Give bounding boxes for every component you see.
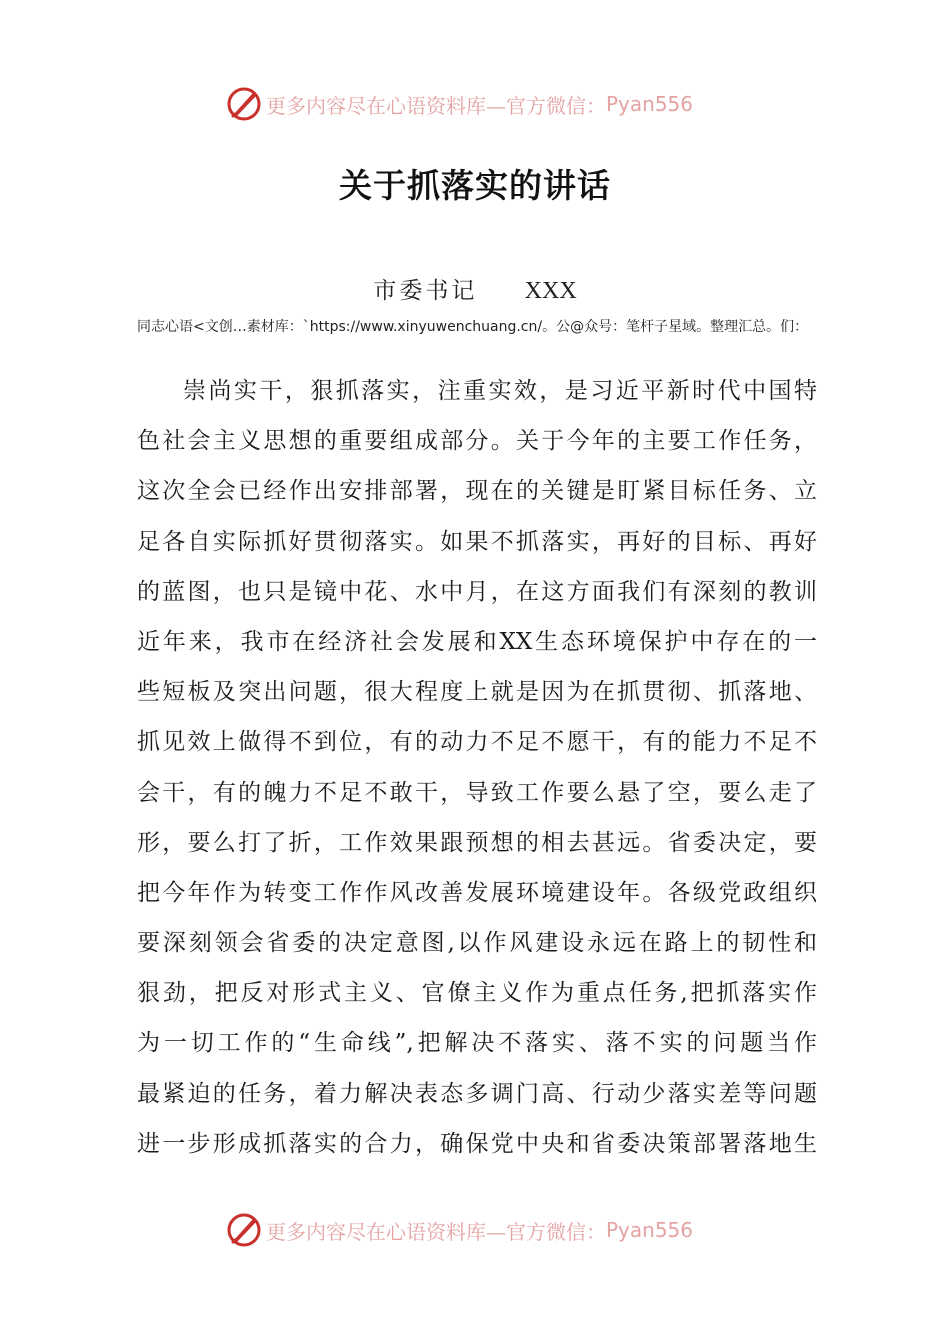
quill-logo-icon [226, 86, 262, 122]
body-line: 进一步形成抓落实的合力，确保党中央和省委决策部署落地生 [137, 1130, 817, 1157]
header-banner [226, 84, 786, 124]
body-line: 这次全会已经作出安排部署，现在的关键是盯紧目标任务、立 [137, 478, 817, 505]
body-line: 为一切工作的“生命线”,把解决不落实、落不实的问题当作 [137, 1030, 817, 1057]
source-note: 同志心语<文创…素材库：`https://www.xinyuwenchuang.cn/。公@众号：笔杆子星域。整理汇总。们： [137, 319, 809, 335]
body-line: 最紧迫的任务，着力解决表态多调门高、行动少落实差等问题 [137, 1080, 817, 1107]
banner-text: 更多内容尽在心语资料库—官方微信： [266, 93, 606, 118]
body-line: 会干，有的魄力不足不敢干，导致工作要么悬了空，要么走了 [137, 779, 817, 806]
body-line: 近年来，我市在经济社会发展和XX生态环境保护中存在的一 [137, 628, 817, 655]
body-line: 把今年作为转变工作作风改善发展环境建设年。各级党政组织 [137, 879, 817, 906]
body-line: 形，要么打了折，工作效果跟预想的相去甚远。省委决定，要 [137, 829, 817, 856]
body-line: 狠劲，把反对形式主义、官僚主义作为重点任务,把抓落实作 [137, 980, 817, 1007]
author-line [0, 272, 950, 305]
author-name: XXX [524, 278, 577, 304]
body-line: 些短板及突出问题，很大程度上就是因为在抓贯彻、抓落地、 [137, 679, 817, 706]
body-line: 要深刻领会省委的决定意图,以作风建设永远在路上的韧性和 [137, 930, 817, 957]
quill-logo-icon [226, 1212, 262, 1248]
body-line: 崇尚实干，狠抓落实，注重实效，是习近平新时代中国特 [183, 378, 817, 404]
banner-text: 更多内容尽在心语资料库—官方微信： [266, 1219, 606, 1244]
body-line: 足各自实际抓好贯彻落实。如果不抓落实，再好的目标、再好 [137, 528, 817, 555]
author-position: 市委书记 [373, 278, 478, 304]
banner-wechat-id: Pyan556 [606, 92, 694, 116]
body-line: 抓见效上做得不到位，有的动力不足不愿干，有的能力不足不 [137, 729, 817, 756]
banner-wechat-id: Pyan556 [606, 1218, 694, 1242]
body-line: 色社会主义思想的重要组成部分。关于今年的主要工作任务， [137, 428, 817, 455]
footer-banner [226, 1210, 786, 1250]
body-paragraph [137, 366, 817, 1169]
body-line: 的蓝图，也只是镜中花、水中月，在这方面我们有深刻的教训 [137, 578, 817, 605]
document-title: 关于抓落实的讲话 [339, 166, 611, 205]
